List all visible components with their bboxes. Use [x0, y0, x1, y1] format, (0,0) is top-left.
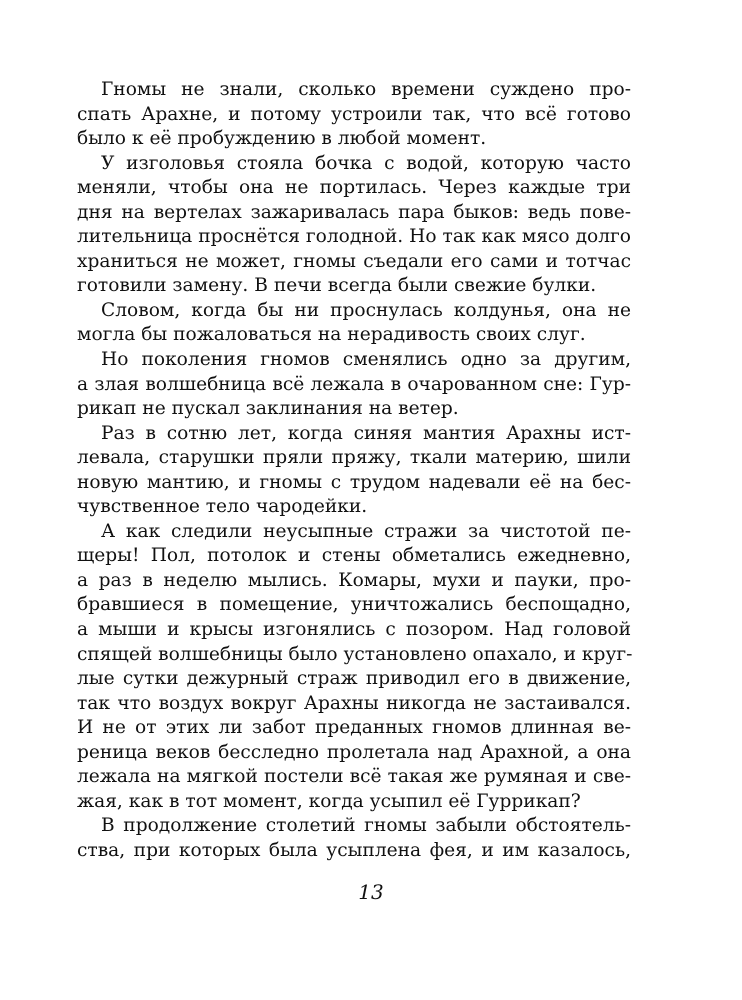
text-line: готовили замену. В печи всегда были свежие булки.: [77, 275, 597, 297]
text-line: лежала на мягкой постели всё такая же румяная и све-: [77, 766, 631, 788]
paragraph: [77, 78, 631, 152]
text-line: чувственное тело чародейки.: [77, 496, 368, 518]
text-line: А как следили неусыпные стражи за чистотой пе-: [101, 520, 631, 542]
text-line: а раз в неделю мылись. Комары, мухи и пауки, про-: [77, 569, 631, 591]
paragraph: [77, 520, 633, 815]
text-line: бравшиеся в помещение, уничтожались беспощадно,: [77, 594, 631, 616]
text-line: а мыши и крысы изгонялись с позором. Над головой: [77, 619, 631, 641]
text-line: могла бы пожаловаться на нерадивость своих слуг.: [77, 324, 586, 346]
text-line: реница веков бесследно пролетала над Арахной, а она: [77, 741, 631, 763]
text-line: лые сутки дежурный страж приводил его в движение,: [77, 668, 631, 690]
text-line: храниться не может, гномы съедали его сами и тотчас: [77, 250, 631, 272]
paragraph: [77, 422, 631, 520]
text-line: Гномы не знали, сколько времени суждено про-: [101, 79, 631, 100]
text-line: меняли, чтобы она не портилась. Через каждые три: [77, 177, 631, 199]
text-line: так что воздух вокруг Арахны никогда не застаивался.: [77, 692, 631, 714]
text-line: У изголовья стояла бочка с водой, которую часто: [101, 152, 631, 174]
paragraph: [77, 348, 631, 422]
text-line: а злая волшебница всё лежала в очарованном сне: Гур-: [77, 373, 631, 395]
text-line: Словом, когда бы ни проснулась колдунья, она не: [101, 299, 631, 321]
page-body: [77, 78, 633, 864]
text-line: спящей волшебницы было установлено опахало, и круг-: [77, 643, 633, 665]
paragraph: [77, 299, 631, 348]
text-line: ства, при которых была усыплена фея, и им казалось,: [77, 839, 631, 861]
paragraph: [77, 814, 631, 863]
text-line: Но поколения гномов сменялись одно за другим,: [101, 349, 631, 371]
text-line: Раз в сотню лет, когда синяя мантия Арахны ист-: [101, 422, 631, 444]
text-line: лительница проснётся голодной. Но так как мясо долго: [77, 226, 631, 248]
text-line: спать Арахне, и потому устроили так, что всё готово: [77, 103, 631, 125]
text-line: рикап не пускал заклинания на ветер.: [77, 398, 459, 420]
paragraph: [77, 152, 631, 299]
text-line: щеры! Пол, потолок и стены обметались ежедневно,: [77, 545, 631, 567]
text-line: новую мантию, и гномы с трудом надевали её на бес-: [77, 471, 631, 493]
text-line: дня на вертелах зажаривалась пара быков: ведь пове-: [77, 201, 631, 223]
text-line: было к её пробуждению в любой момент.: [77, 128, 487, 150]
text-line: левала, старушки пряли пряжу, ткали материю, шили: [77, 447, 631, 469]
text-line: И не от этих ли забот преданных гномов длинная ве-: [77, 717, 631, 739]
text-line: В продолжение столетий гномы забыли обстоятель-: [101, 815, 631, 837]
page-number: 13: [358, 880, 384, 904]
text-line: жая, как в тот момент, когда усыпил её Гуррикап?: [77, 790, 581, 812]
